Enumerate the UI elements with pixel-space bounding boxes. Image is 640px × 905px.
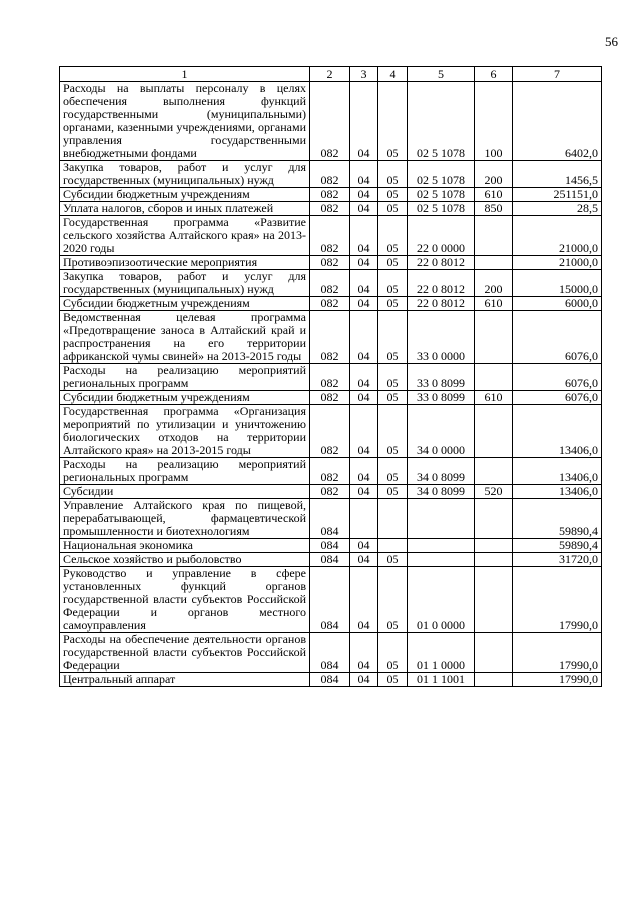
section-code: 04 [350,673,378,687]
expense-type-code [475,364,513,391]
expense-type-code: 610 [475,391,513,405]
expense-type-code [475,256,513,270]
amount: 28,5 [513,202,602,216]
ministry-code: 084 [310,567,350,633]
target-item-code: 01 1 0000 [408,633,475,673]
expense-type-code: 610 [475,188,513,202]
column-header: 5 [408,67,475,82]
amount: 17990,0 [513,633,602,673]
subsection-code: 05 [378,364,408,391]
table-row [60,202,602,216]
table-row [60,82,602,161]
amount: 21000,0 [513,216,602,256]
table-row [60,405,602,458]
table-row [60,161,602,188]
row-name: Субсидии бюджетным учреждениям [60,188,310,202]
column-header: 2 [310,67,350,82]
ministry-code: 082 [310,297,350,311]
row-name: Ведомственная целевая программа «Предотвращение заноса в Алтайский край и распространения на его территории африканской чумы свиней» на 2013-2015 годы [60,311,310,364]
subsection-code: 05 [378,202,408,216]
amount: 59890,4 [513,499,602,539]
target-item-code: 22 0 0000 [408,216,475,256]
expense-type-code [475,553,513,567]
target-item-code [408,499,475,539]
table-row [60,553,602,567]
target-item-code [408,539,475,553]
table-row [60,485,602,499]
section-code: 04 [350,188,378,202]
row-name: Расходы на выплаты персоналу в целях обеспечения выполнения функций государственными (муниципальными) органами, казенными учреждениями, органами управления государственными внебюджетными фондами [60,82,310,161]
target-item-code: 01 1 1001 [408,673,475,687]
subsection-code: 05 [378,297,408,311]
subsection-code: 05 [378,311,408,364]
row-name: Расходы на реализацию мероприятий региональных программ [60,458,310,485]
subsection-code: 05 [378,82,408,161]
row-name: Закупка товаров, работ и услуг для государственных (муниципальных) нужд [60,161,310,188]
row-name: Управление Алтайского края по пищевой, перерабатывающей, фармацевтической промышленности и биотехнологиям [60,499,310,539]
subsection-code: 05 [378,458,408,485]
section-code: 04 [350,161,378,188]
section-code: 04 [350,364,378,391]
subsection-code: 05 [378,188,408,202]
target-item-code: 02 5 1078 [408,202,475,216]
ministry-code: 084 [310,673,350,687]
target-item-code: 02 5 1078 [408,161,475,188]
expense-type-code [475,405,513,458]
amount: 6000,0 [513,297,602,311]
row-name: Расходы на обеспечение деятельности органов государственной власти субъектов Российской Федерации [60,633,310,673]
row-name: Государственная программа «Развитие сельского хозяйства Алтайского края» на 2013-2020 годы [60,216,310,256]
amount: 251151,0 [513,188,602,202]
table-row [60,567,602,633]
amount: 6076,0 [513,311,602,364]
subsection-code: 05 [378,553,408,567]
section-code: 04 [350,567,378,633]
section-code: 04 [350,458,378,485]
row-name: Закупка товаров, работ и услуг для государственных (муниципальных) нужд [60,270,310,297]
ministry-code: 082 [310,202,350,216]
section-code: 04 [350,297,378,311]
table-header-row [60,67,602,82]
expense-type-code [475,499,513,539]
expense-type-code: 100 [475,82,513,161]
section-code: 04 [350,82,378,161]
row-name: Уплата налогов, сборов и иных платежей [60,202,310,216]
target-item-code: 22 0 8012 [408,270,475,297]
expense-type-code: 200 [475,270,513,297]
target-item-code: 02 5 1078 [408,188,475,202]
subsection-code: 05 [378,567,408,633]
amount: 1456,5 [513,161,602,188]
expense-type-code: 200 [475,161,513,188]
table-row [60,297,602,311]
table-row [60,188,602,202]
ministry-code: 084 [310,553,350,567]
amount: 6402,0 [513,82,602,161]
expense-type-code: 850 [475,202,513,216]
section-code: 04 [350,216,378,256]
expense-type-code [475,567,513,633]
section-code: 04 [350,391,378,405]
column-header: 6 [475,67,513,82]
expense-type-code [475,458,513,485]
expense-type-code [475,633,513,673]
page-number: 56 [605,34,618,49]
subsection-code: 05 [378,405,408,458]
subsection-code: 05 [378,216,408,256]
amount: 17990,0 [513,673,602,687]
target-item-code: 34 0 8099 [408,458,475,485]
column-header: 4 [378,67,408,82]
expense-type-code [475,216,513,256]
ministry-code: 082 [310,364,350,391]
amount: 59890,4 [513,539,602,553]
column-header: 1 [60,67,310,82]
table-row [60,391,602,405]
table-row [60,499,602,539]
target-item-code [408,553,475,567]
amount: 15000,0 [513,270,602,297]
row-name: Расходы на реализацию мероприятий региональных программ [60,364,310,391]
amount: 13406,0 [513,458,602,485]
target-item-code: 33 0 8099 [408,391,475,405]
amount: 6076,0 [513,364,602,391]
subsection-code: 05 [378,633,408,673]
table-row [60,311,602,364]
table-row [60,216,602,256]
row-name: Руководство и управление в сфере установленных функций органов государственной власти субъектов Российской Федерации и органов местного самоуправления [60,567,310,633]
section-code: 04 [350,485,378,499]
expense-type-code: 610 [475,297,513,311]
section-code [350,499,378,539]
subsection-code: 05 [378,256,408,270]
row-name: Национальная экономика [60,539,310,553]
column-header: 7 [513,67,602,82]
section-code: 04 [350,256,378,270]
target-item-code: 34 0 0000 [408,405,475,458]
subsection-code [378,539,408,553]
target-item-code: 22 0 8012 [408,297,475,311]
amount: 17990,0 [513,567,602,633]
ministry-code: 082 [310,161,350,188]
amount: 6076,0 [513,391,602,405]
amount: 31720,0 [513,553,602,567]
ministry-code: 082 [310,458,350,485]
ministry-code: 082 [310,405,350,458]
table-row [60,458,602,485]
expense-type-code [475,673,513,687]
table-row [60,364,602,391]
row-name: Сельское хозяйство и рыболовство [60,553,310,567]
target-item-code: 34 0 8099 [408,485,475,499]
ministry-code: 084 [310,499,350,539]
row-name: Государственная программа «Организация мероприятий по утилизации и уничтожению биологических отходов на территории Алтайского края» на 2013-2015 годы [60,405,310,458]
expense-type-code [475,539,513,553]
target-item-code: 33 0 8099 [408,364,475,391]
expense-type-code [475,311,513,364]
ministry-code: 082 [310,256,350,270]
target-item-code: 02 5 1078 [408,82,475,161]
ministry-code: 082 [310,391,350,405]
row-name: Центральный аппарат [60,673,310,687]
row-name: Субсидии [60,485,310,499]
ministry-code: 082 [310,188,350,202]
section-code: 04 [350,539,378,553]
ministry-code: 084 [310,539,350,553]
row-name: Субсидии бюджетным учреждениям [60,297,310,311]
subsection-code: 05 [378,270,408,297]
row-name: Противоэпизоотические мероприятия [60,256,310,270]
target-item-code: 01 0 0000 [408,567,475,633]
table-row [60,256,602,270]
row-name: Субсидии бюджетным учреждениям [60,391,310,405]
ministry-code: 082 [310,270,350,297]
section-code: 04 [350,202,378,216]
column-header: 3 [350,67,378,82]
expense-type-code: 520 [475,485,513,499]
ministry-code: 082 [310,485,350,499]
amount: 13406,0 [513,405,602,458]
ministry-code: 084 [310,633,350,673]
subsection-code: 05 [378,161,408,188]
section-code: 04 [350,405,378,458]
target-item-code: 22 0 8012 [408,256,475,270]
table-row [60,633,602,673]
section-code: 04 [350,553,378,567]
target-item-code: 33 0 0000 [408,311,475,364]
ministry-code: 082 [310,82,350,161]
amount: 21000,0 [513,256,602,270]
subsection-code: 05 [378,673,408,687]
subsection-code: 05 [378,391,408,405]
budget-table [59,66,602,687]
table-row [60,673,602,687]
subsection-code [378,499,408,539]
section-code: 04 [350,633,378,673]
section-code: 04 [350,311,378,364]
table-row [60,539,602,553]
ministry-code: 082 [310,311,350,364]
amount: 13406,0 [513,485,602,499]
ministry-code: 082 [310,216,350,256]
table-row [60,270,602,297]
section-code: 04 [350,270,378,297]
subsection-code: 05 [378,485,408,499]
